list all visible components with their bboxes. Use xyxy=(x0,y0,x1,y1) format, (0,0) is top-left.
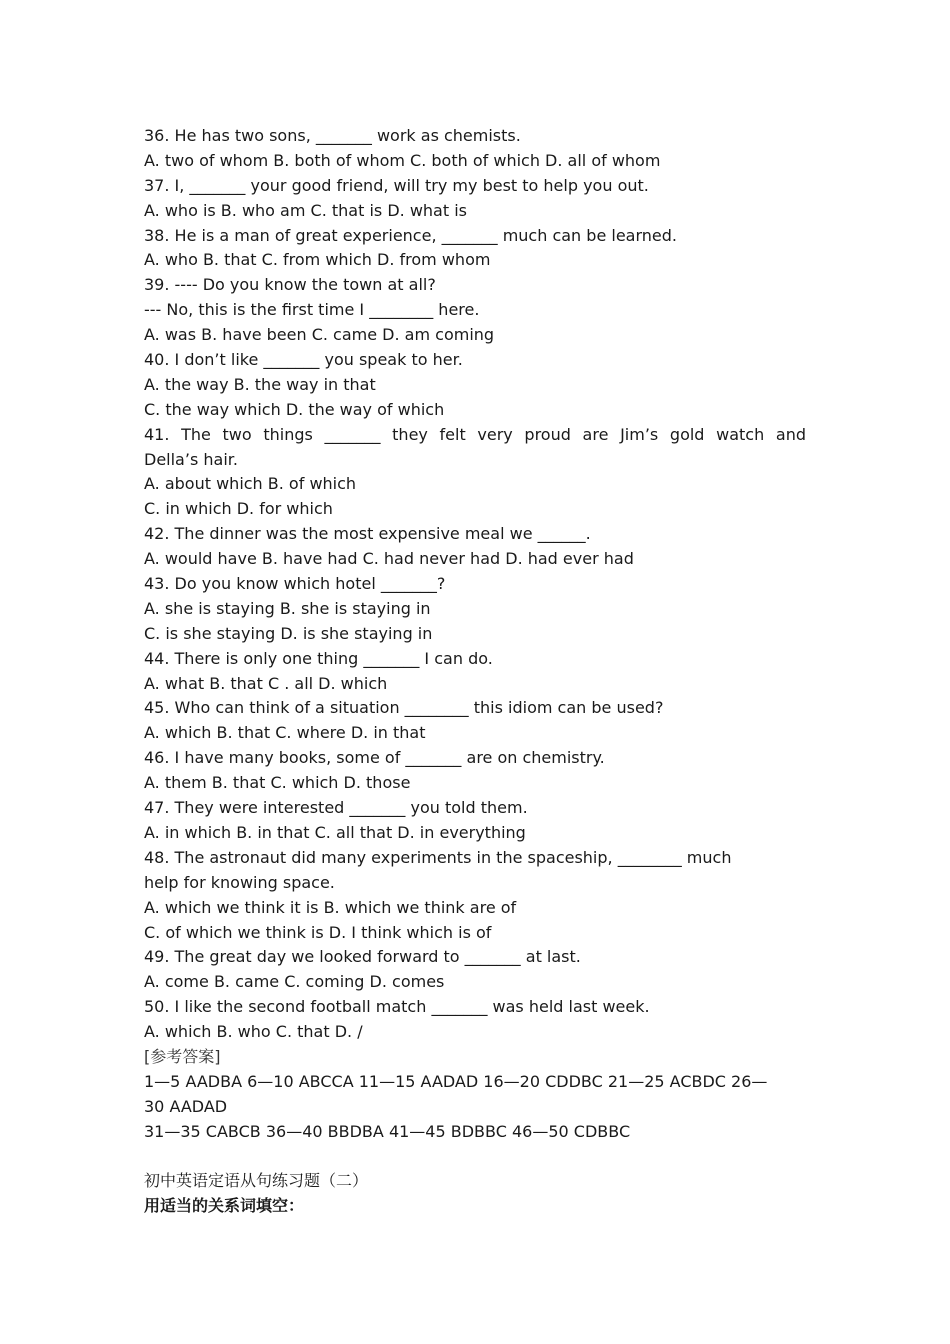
question-42: 42. The dinner was the most expensive meal we ______. xyxy=(144,524,591,544)
options-43-cd: C. is she staying D. is she staying in xyxy=(144,623,433,643)
options-41-cd: C. in which D. for which xyxy=(144,499,333,519)
question-48: 48. The astronaut did many experiments in the spaceship, ________ much xyxy=(144,847,732,867)
answers-line-1: 1—5 AADBA 6—10 ABCCA 11—15 AADAD 16—20 CDDBC 21—25 ACBDC 26— xyxy=(144,1071,768,1091)
options-37: A. who is B. who am C. that is D. what is xyxy=(144,200,467,220)
question-36: 36. He has two sons, _______ work as chemists. xyxy=(144,126,521,145)
options-44: A. what B. that C . all D. which xyxy=(144,673,388,693)
options-47: A. in which B. in that C. all that D. in everything xyxy=(144,822,526,842)
options-42: A. would have B. have had C. had never had D. had ever had xyxy=(144,549,634,569)
options-43-ab: A. she is staying B. she is staying in xyxy=(144,598,431,618)
question-37: 37. I, _______ your good friend, will try my best to help you out. xyxy=(144,175,649,195)
section-title: 初中英语定语从句练习题（二） xyxy=(144,1171,369,1191)
question-39-reply: --- No, this is the first time I ________ here. xyxy=(144,300,480,320)
question-40: 40. I don’t like _______ you speak to her. xyxy=(144,350,463,370)
question-49: 49. The great day we looked forward to _______ at last. xyxy=(144,947,581,967)
options-48-cd: C. of which we think is D. I think which is of xyxy=(144,922,492,942)
question-47: 47. They were interested _______ you told them. xyxy=(144,798,528,818)
options-40-ab: A. the way B. the way in that xyxy=(144,374,376,394)
options-38: A. who B. that C. from which D. from whom xyxy=(144,250,491,270)
section-spacer xyxy=(144,1145,806,1170)
question-46: 46. I have many books, some of _______ are on chemistry. xyxy=(144,748,605,768)
question-43: 43. Do you know which hotel _______? xyxy=(144,574,446,594)
options-36: A. two of whom B. both of whom C. both of which D. all of whom xyxy=(144,150,661,170)
answers-heading: [参考答案] xyxy=(144,1046,221,1066)
options-40-cd: C. the way which D. the way of which xyxy=(144,399,445,419)
question-38: 38. He is a man of great experience, _______ much can be learned. xyxy=(144,225,677,245)
options-49: A. come B. came C. coming D. comes xyxy=(144,972,445,992)
question-48-cont: help for knowing space. xyxy=(144,872,335,892)
document-page xyxy=(144,124,806,1219)
options-41-ab: A. about which B. of which xyxy=(144,474,357,494)
options-39: A. was B. have been C. came D. am coming xyxy=(144,325,495,345)
section-instruction: 用适当的关系词填空： xyxy=(144,1196,305,1216)
options-46: A. them B. that C. which D. those xyxy=(144,773,411,793)
question-44: 44. There is only one thing _______ I can do. xyxy=(144,648,493,668)
question-45: 45. Who can think of a situation ________ this idiom can be used? xyxy=(144,698,664,718)
options-45: A. which B. that C. where D. in that xyxy=(144,723,426,743)
options-48-ab: A. which we think it is B. which we think are of xyxy=(144,897,517,917)
answers-line-3: 31—35 CABCB 36—40 BBDBA 41—45 BDBBC 46—50 CDBBC xyxy=(144,1121,631,1141)
answers-line-2: 30 AADAD xyxy=(144,1096,228,1116)
options-50: A. which B. who C. that D. / xyxy=(144,1022,363,1042)
question-41-cont: Della’s hair. xyxy=(144,449,238,469)
question-39: 39. ---- Do you know the town at all? xyxy=(144,275,436,295)
question-50: 50. I like the second football match _______ was held last week. xyxy=(144,997,650,1017)
question-41: 41. The two things _______ they felt very proud are Jim’s gold watch and xyxy=(144,424,806,444)
